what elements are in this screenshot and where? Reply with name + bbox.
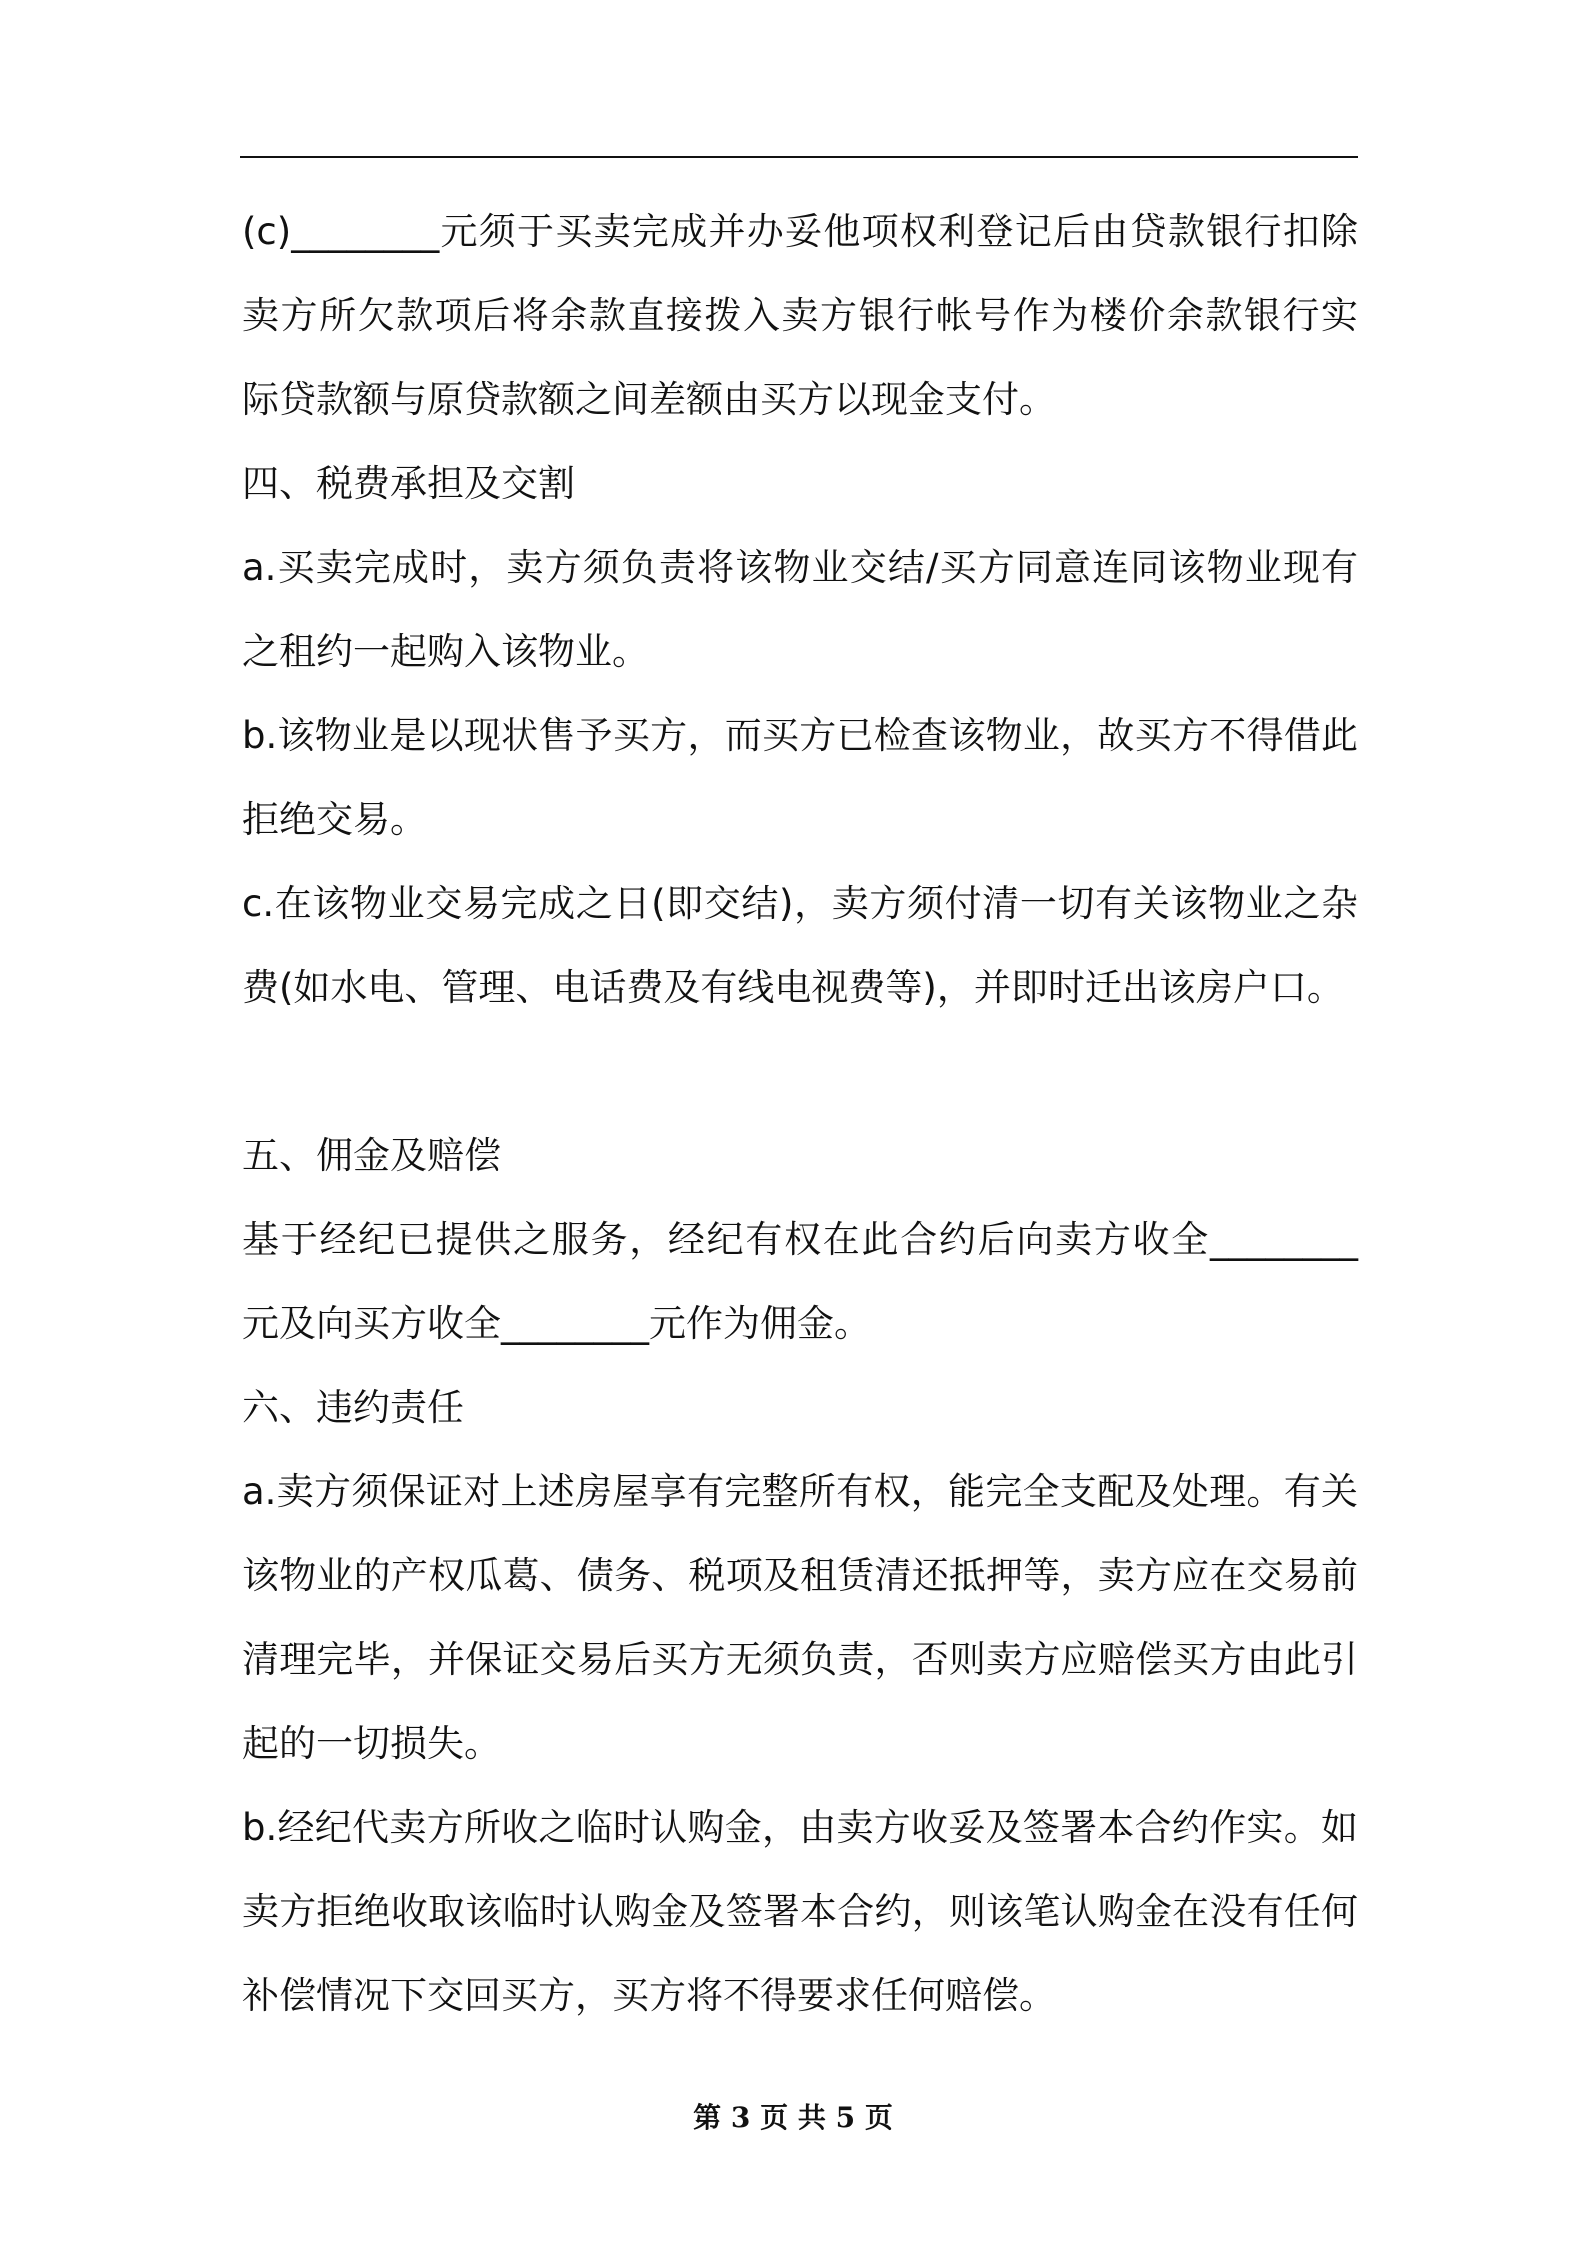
section-heading-tax: 四、税费承担及交割 (242, 462, 575, 505)
text-line: a.卖方须保证对上述房屋享有完整所有权，能完全支配及处理。有关 (242, 1470, 1358, 1513)
tax-clause-c (242, 862, 1358, 1030)
text-line: 清理完毕，并保证交易后买方无须负责，否则卖方应赔偿买方由此引 (242, 1638, 1358, 1681)
blank-line (242, 1030, 1358, 1114)
text-line: 卖方拒绝收取该临时认购金及签署本合约，则该笔认购金在没有任何 (242, 1890, 1358, 1933)
text-line: 起的一切损失。 (242, 1722, 501, 1765)
text-line: b.该物业是以现状售予买方，而买方已检查该物业，故买方不得借此 (242, 714, 1358, 757)
text-line: c.在该物业交易完成之日(即交结)，卖方须付清一切有关该物业之杂 (242, 882, 1358, 925)
text-line: 基于经纪已提供之服务，经纪有权在此合约后向卖方收全________ (242, 1218, 1358, 1261)
tax-clause-a (242, 526, 1358, 694)
text-line: 该物业的产权瓜葛、债务、税项及租赁清还抵押等，卖方应在交易前 (242, 1554, 1358, 1597)
text-line: b.经纪代卖方所收之临时认购金，由卖方收妥及签署本合约作实。如 (242, 1806, 1358, 1849)
text-line: 元及向买方收全________元作为佣金。 (242, 1302, 871, 1345)
text-line: 补偿情况下交回买方，买方将不得要求任何赔偿。 (242, 1974, 1056, 2017)
commission-paragraph (242, 1198, 1358, 1366)
liability-clause-a (242, 1450, 1358, 1786)
clause-c-paragraph (242, 190, 1358, 442)
text-line: 卖方所欠款项后将余款直接拨入卖方银行帐号作为楼价余款银行实 (242, 294, 1358, 337)
text-line: 拒绝交易。 (242, 798, 427, 841)
page-number: 第 3 页 共 5 页 (693, 2101, 893, 2134)
text-line: 费(如水电、管理、电话费及有线电视费等)，并即时迁出该房户口。 (242, 966, 1344, 1009)
text-line: 际贷款额与原贷款额之间差额由买方以现金支付。 (242, 378, 1056, 421)
section-heading-liability: 六、违约责任 (242, 1386, 464, 1429)
header-rule (240, 156, 1358, 158)
text-line: a.买卖完成时，卖方须负责将该物业交结/买方同意连同该物业现有 (242, 546, 1358, 589)
section-heading-commission: 五、佣金及赔偿 (242, 1134, 501, 1177)
text-line: (c)________元须于买卖完成并办妥他项权利登记后由贷款银行扣除 (242, 210, 1358, 253)
liability-clause-b (242, 1786, 1358, 2038)
tax-clause-b (242, 694, 1358, 862)
document-body (242, 190, 1358, 2038)
text-line: 之租约一起购入该物业。 (242, 630, 649, 673)
